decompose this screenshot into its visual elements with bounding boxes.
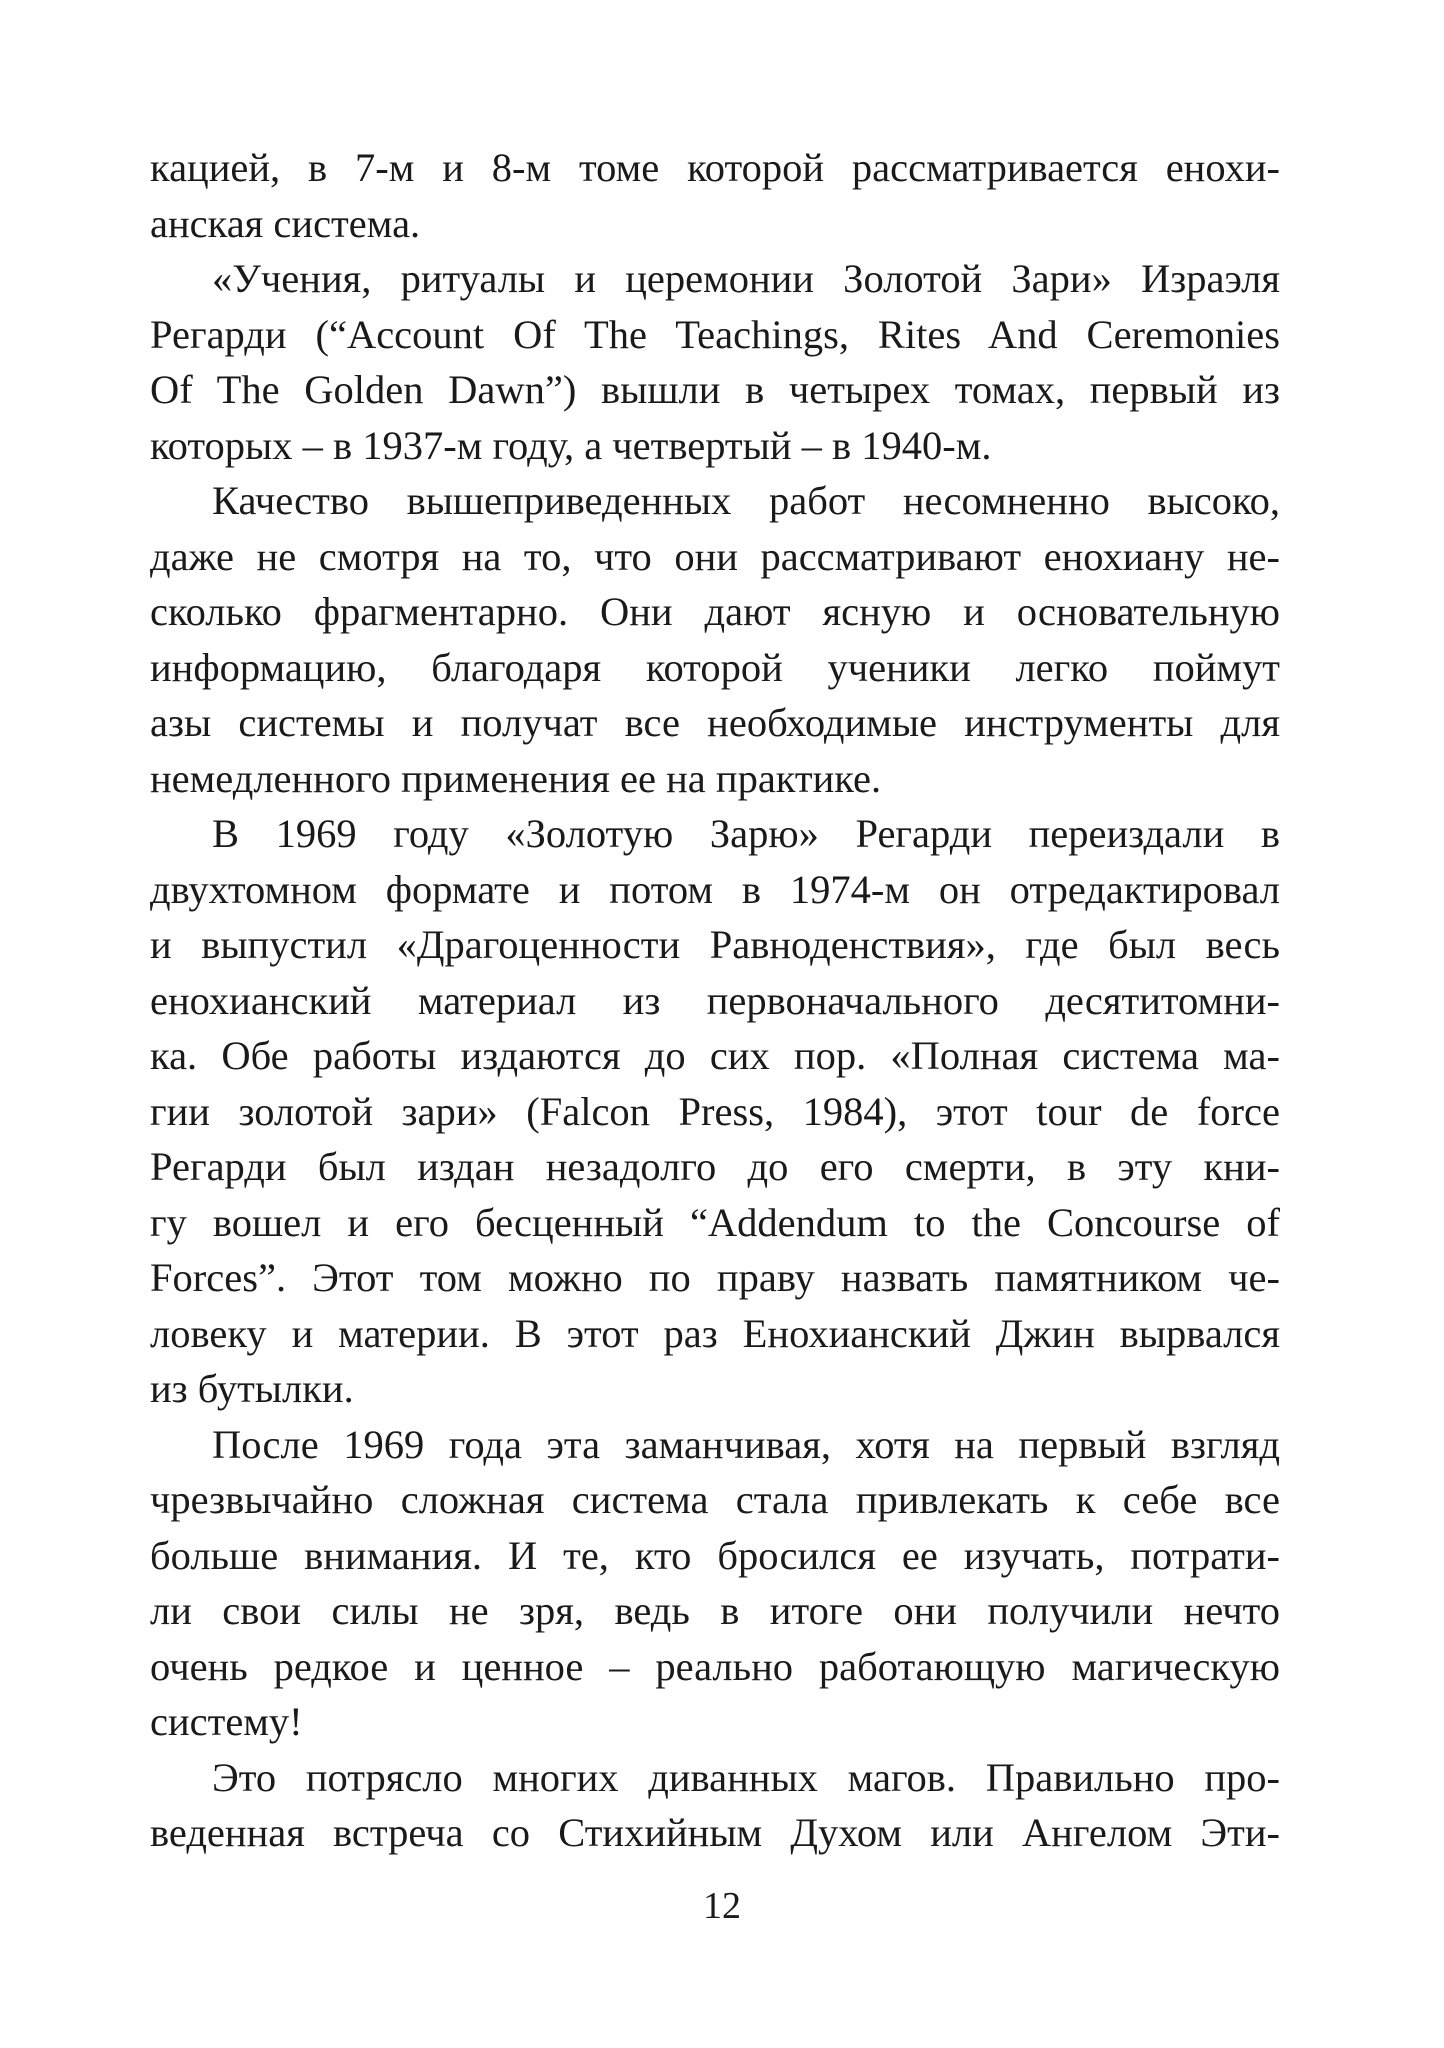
text-line: систему!	[150, 1699, 303, 1744]
body-text	[150, 140, 1280, 1861]
text-line: Качество вышеприведенных работ несомненно высоко,	[212, 478, 1280, 523]
text-line: больше внимания. И те, кто бросился ее изучать, потрати-	[150, 1532, 1280, 1578]
text-line: гии золотой зари» (Falcon Press, 1984), этот tour de force	[150, 1088, 1280, 1134]
text-line: которых – в 1937-м году, а четвертый – в 1940-м.	[150, 422, 992, 468]
text-line: очень редкое и ценное – реально работающую магическую	[150, 1643, 1280, 1689]
text-line: ка. Обе работы издаются до сих пор. «Полная система ма-	[150, 1033, 1280, 1078]
text-line: После 1969 года эта заманчивая, хотя на первый взгляд	[212, 1421, 1280, 1467]
page-number: 12	[703, 1885, 741, 1927]
text-line: Регарди был издан незадолго до его смерти, в эту кни-	[150, 1144, 1280, 1189]
text-line: «Учения, ритуалы и церемонии Золотой Зари» Израэля	[212, 256, 1280, 301]
text-line: и выпустил «Драгоценности Равноденствия», где был весь	[150, 922, 1280, 967]
text-line: В 1969 году «Золотую Зарю» Регарди переиздали в	[212, 811, 1280, 856]
text-line: гу вошел и его бесценный “Addendum to the Concourse of	[150, 1199, 1280, 1245]
text-line: Регарди (“Account Of The Teachings, Rites And Ceremonies	[150, 311, 1280, 357]
text-line: ли свои силы не зря, ведь в итоге они получили нечто	[150, 1588, 1280, 1633]
text-line: немедленного применения ее на практике.	[150, 755, 882, 801]
text-line: сколько фрагментарно. Они дают ясную и основательную	[150, 589, 1280, 634]
text-line: информацию, благодаря которой ученики легко поймут	[150, 644, 1280, 690]
text-line: даже не смотря на то, что они рассматривают енохиану не-	[150, 533, 1280, 579]
text-line: из бутылки.	[150, 1366, 354, 1411]
text-line: Of The Golden Dawn”) вышли в четырех томах, первый из	[150, 367, 1280, 412]
text-line: веденная встреча со Стихийным Духом или Ангелом Эти-	[150, 1810, 1280, 1855]
text-line: чрезвычайно сложная система стала привлекать к себе все	[150, 1477, 1280, 1522]
text-line: азы системы и получат все необходимые инструменты для	[150, 700, 1280, 745]
text-line: двухтомном формате и потом в 1974-м он отредактировал	[150, 866, 1280, 912]
text-line: ловеку и материи. В этот раз Енохианский Джин вырвался	[150, 1310, 1280, 1356]
text-line: енохианский материал из первоначального десятитомни-	[150, 977, 1280, 1023]
text-line: Это потрясло многих диванных магов. Правильно про-	[212, 1754, 1280, 1800]
text-line: кацией, в 7-м и 8-м томе которой рассматривается енохи-	[150, 145, 1280, 190]
text-line: анская система.	[150, 200, 421, 246]
text-line: Forces”. Этот том можно по праву назвать памятником че-	[150, 1255, 1280, 1300]
